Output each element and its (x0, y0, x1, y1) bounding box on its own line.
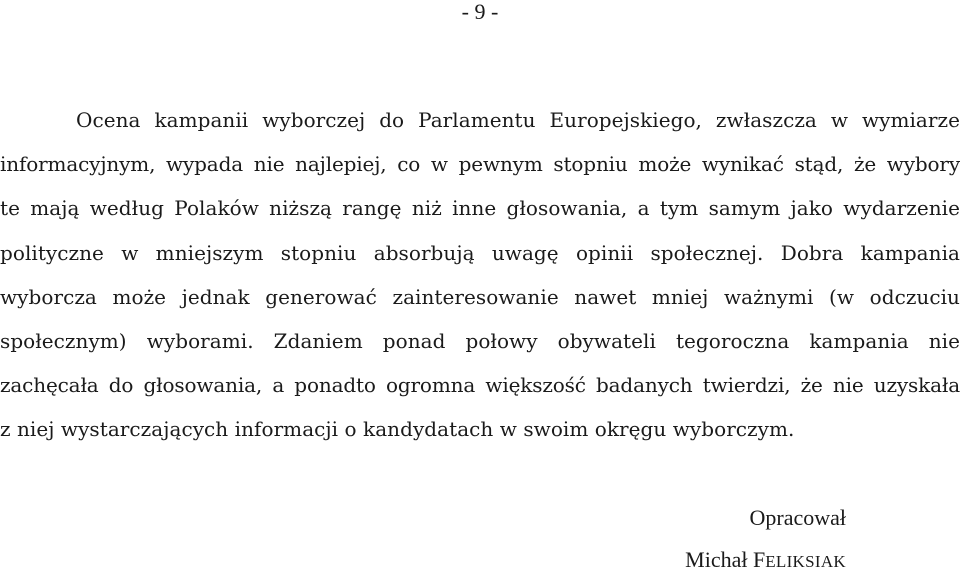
body-line-1: Ocena kampanii wyborczej do Parlamentu Europejskiego, zwłaszcza w wymiarze (76, 108, 960, 132)
signature-surname-rest: ELIKSIAK (765, 552, 846, 571)
signature-role: Opracował (749, 505, 846, 530)
signature-surname-initial: F (752, 547, 766, 572)
body-line-2: informacyjnym, wypada nie najlepiej, co w pewnym stopniu może wynikać stąd, że wybory (0, 152, 960, 177)
body-line-5: wyborcza może jednak generować zainteresowanie nawet mniej ważnymi (w odczuciu (0, 284, 960, 309)
body-line-7: zachęcała do głosowania, a ponadto ogromna większość badanych twierdzi, że nie uzyskała (0, 373, 960, 398)
body-line-6: społecznym) wyborami. Zdaniem ponad połowy obywateli tegoroczna kampania nie (0, 328, 960, 353)
body-paragraph (0, 98, 960, 452)
signature-name (0, 546, 846, 576)
signature-first-name: Michał (685, 547, 748, 572)
body-line-3: te mają według Polaków niższą rangę niż inne głosowania, a tym samym jako wydarzenie (0, 196, 960, 221)
body-line-8: z niej wystarczających informacji o kandydatach w swoim okręgu wyborczym. (0, 417, 795, 442)
page-number: - 9 - (461, 0, 499, 24)
body-line-4: polityczne w mniejszym stopniu absorbują uwagę opinii społecznej. Dobra kampania (0, 240, 960, 265)
